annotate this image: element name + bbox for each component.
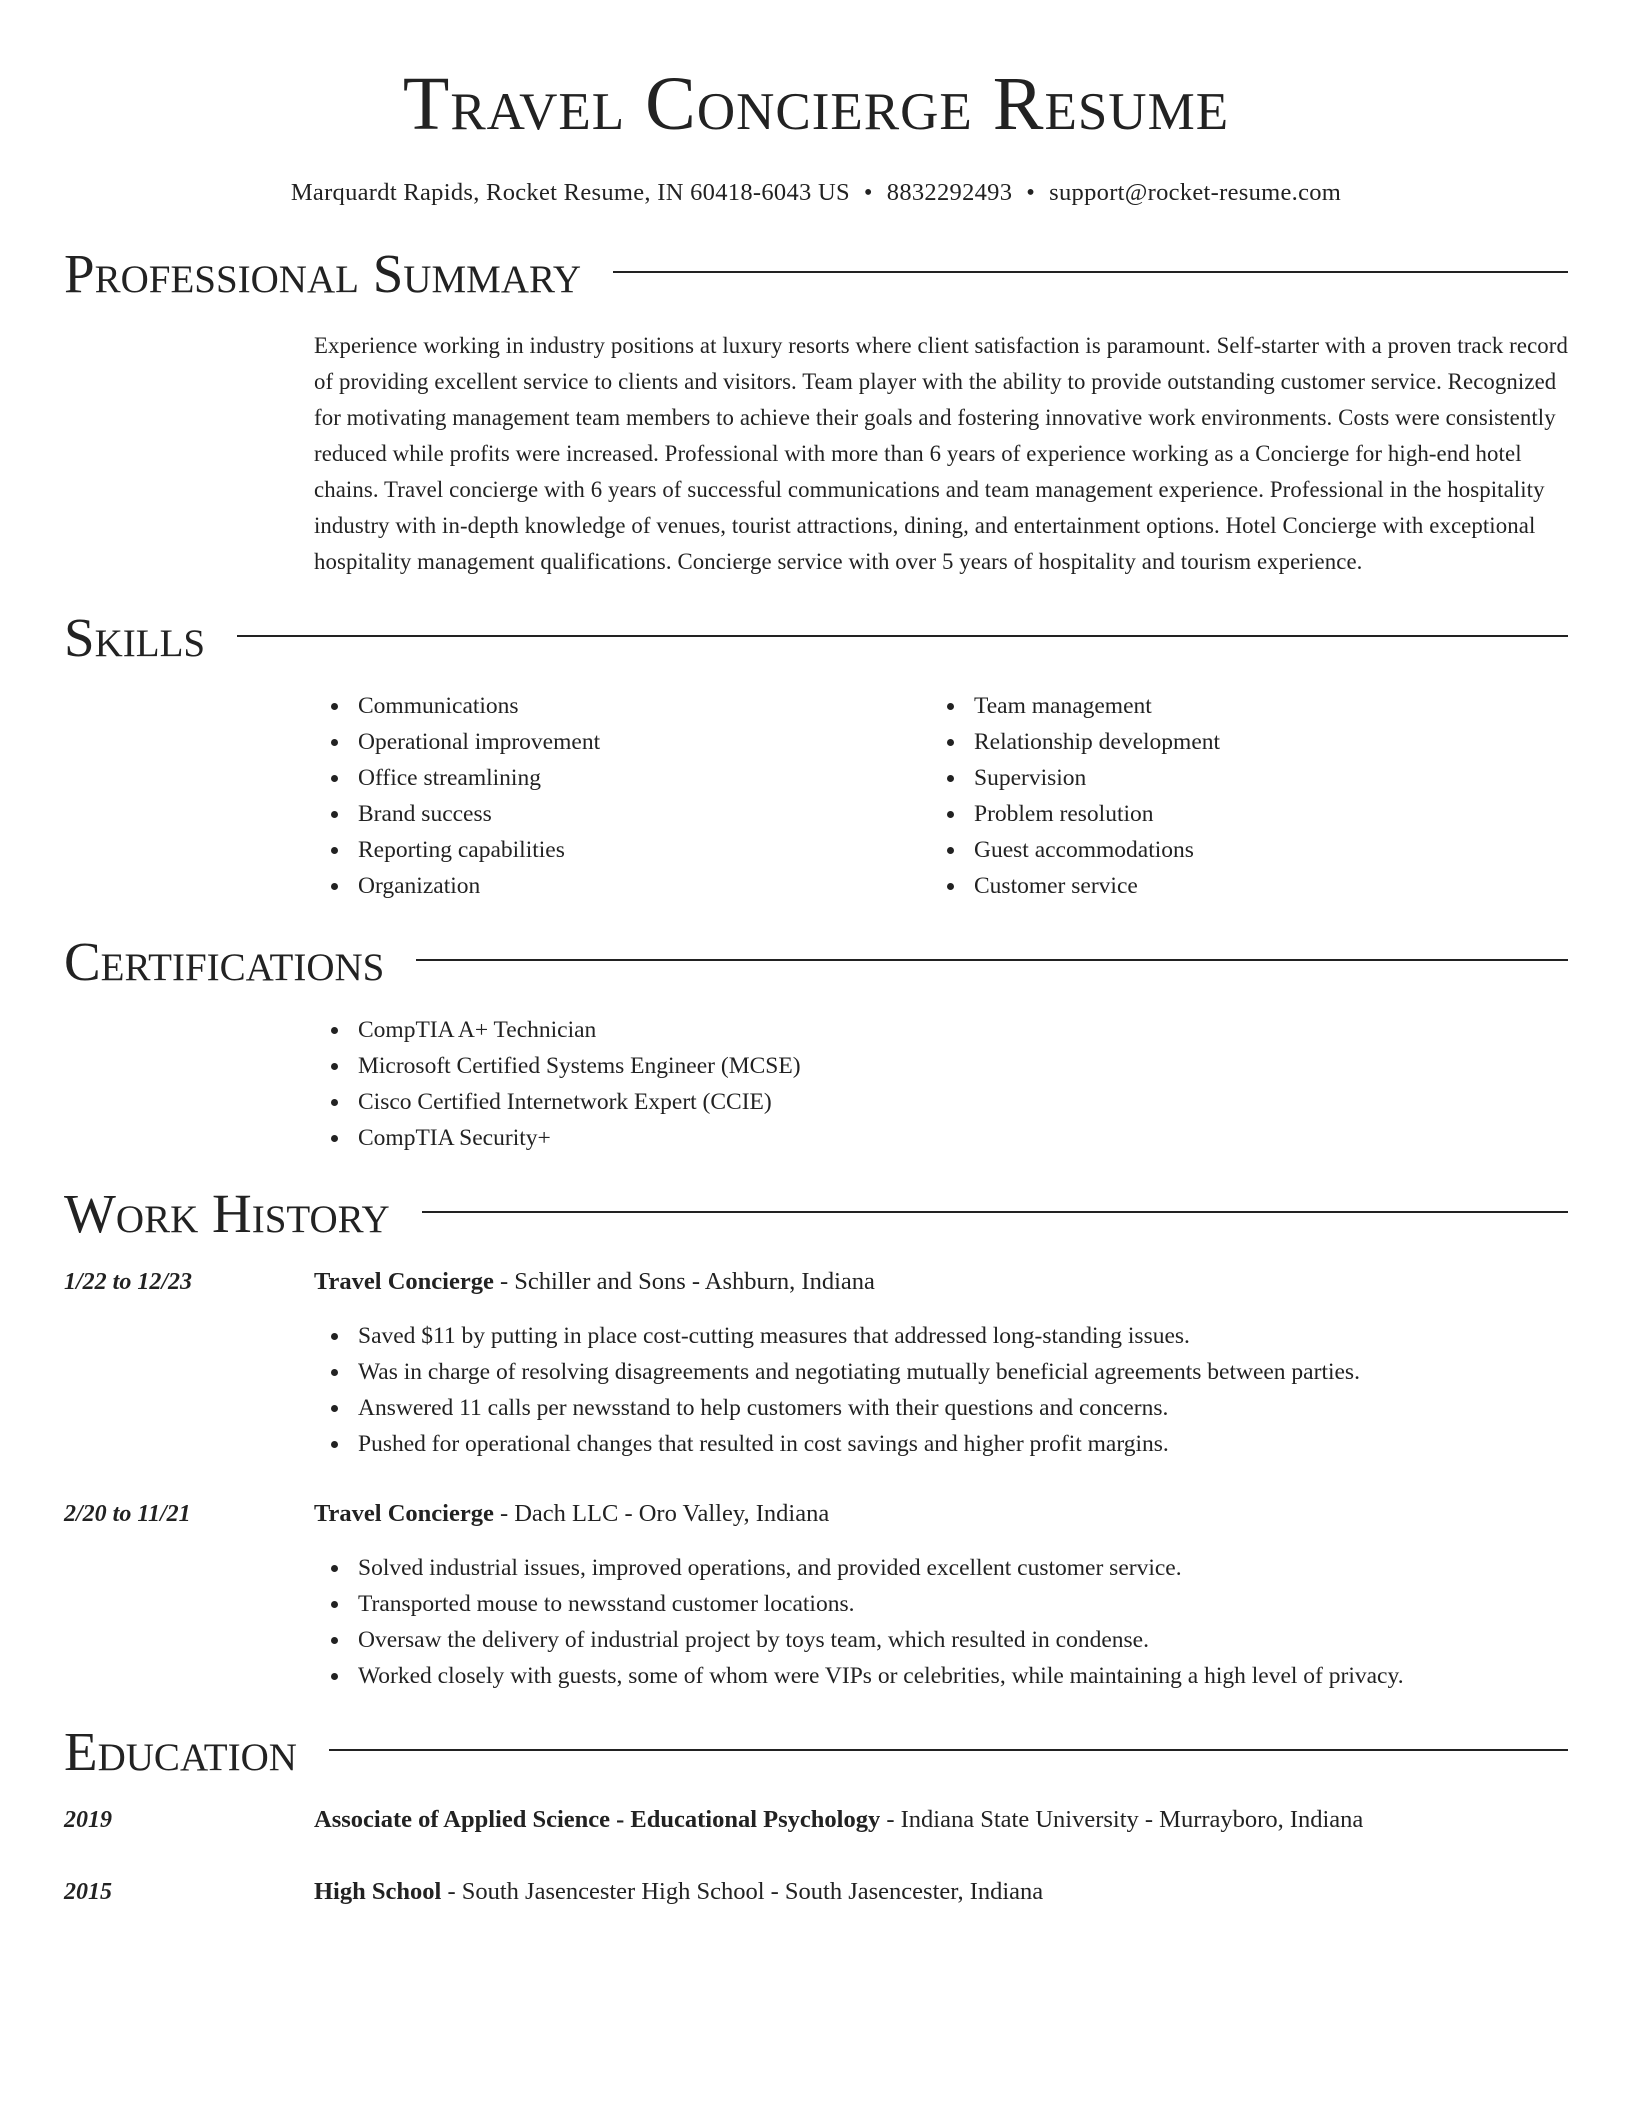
- skill-item: Office streamlining: [314, 760, 930, 796]
- section-title-certifications: Certifications: [64, 931, 385, 992]
- job-dates: 1/22 to 12/23: [64, 1269, 193, 1295]
- education-heading: [314, 1802, 1568, 1838]
- contact-separator: •: [863, 179, 873, 206]
- section-title-skills: Skills: [64, 607, 206, 668]
- certifications-list: [314, 1012, 1568, 1156]
- skill-item: Supervision: [930, 760, 1546, 796]
- section-header: [64, 238, 1568, 310]
- skill-item: Team management: [930, 688, 1546, 724]
- skills-section: [64, 602, 1568, 904]
- skills-column-right: [930, 688, 1546, 904]
- skill-item: Problem resolution: [930, 796, 1546, 832]
- section-header: [64, 1178, 1568, 1250]
- education-year: 2015: [64, 1879, 112, 1905]
- job-bullets: [314, 1550, 1568, 1694]
- job-details: [314, 1496, 1568, 1694]
- education-school: - South Jasencester High School - South Jasencester, Indiana: [441, 1878, 1044, 1905]
- certification-item: Cisco Certified Internetwork Expert (CCIE): [314, 1084, 1568, 1120]
- job-bullet: Saved $11 by putting in place cost-cutting measures that addressed long-standing issues.: [314, 1318, 1568, 1354]
- certification-item: CompTIA Security+: [314, 1120, 1568, 1156]
- certification-item: CompTIA A+ Technician: [314, 1012, 1568, 1048]
- skill-item: Relationship development: [930, 724, 1546, 760]
- job-details: [314, 1264, 1568, 1462]
- summary-text: Experience working in industry positions at luxury resorts where client satisfaction is paramount. Self-starter with a proven track record of providing excellent service to clients and visitors. Team player with the ability to provide outstanding customer service. Recognized for motivating management team members to achieve their goals and fostering innovative work environments. Costs were consistently reduced while profits were increased. Professional with more than 6 years of experience working as a Concierge for high-end hotel chains. Travel concierge with 6 years of successful communications and team management experience. Professional in the hospitality industry with in-depth knowledge of venues, tourist attractions, dining, and entertainment options. Hotel Concierge with exceptional hospitality management qualifications. Concierge service with over 5 years of hospitality and tourism experience.: [314, 333, 1568, 574]
- skills-column-left: [314, 688, 930, 904]
- section-divider: [422, 1211, 1568, 1213]
- section-header: [64, 1716, 1568, 1788]
- education-section: [64, 1716, 1568, 1910]
- skill-item: Brand success: [314, 796, 930, 832]
- skill-item: Reporting capabilities: [314, 832, 930, 868]
- section-divider: [613, 271, 1568, 273]
- section-divider: [416, 959, 1568, 961]
- education-entry: [64, 1874, 1568, 1910]
- resume-title: Travel Concierge Resume: [402, 62, 1230, 146]
- job-title: Travel Concierge: [314, 1500, 494, 1527]
- certifications-section: [64, 926, 1568, 1156]
- skills-list: [314, 688, 1568, 904]
- job-bullet: Answered 11 calls per newsstand to help customers with their questions and concerns.: [314, 1390, 1568, 1426]
- education-degree: Associate of Applied Science - Educational Psychology: [314, 1806, 881, 1833]
- skill-item: Operational improvement: [314, 724, 930, 760]
- job-bullet: Transported mouse to newsstand customer locations.: [314, 1586, 1568, 1622]
- work-history-section: [64, 1178, 1568, 1694]
- job-bullets: [314, 1318, 1568, 1462]
- education-details: [314, 1874, 1568, 1910]
- contact-separator: •: [1026, 179, 1036, 206]
- education-degree: High School: [314, 1878, 442, 1905]
- education-year: 2019: [64, 1807, 112, 1833]
- job-dates: 2/20 to 11/21: [64, 1501, 191, 1527]
- job-entry: [64, 1496, 1568, 1694]
- contact-address: Marquardt Rapids, Rocket Resume, IN 60418-6043 US: [290, 179, 850, 206]
- certification-item: Microsoft Certified Systems Engineer (MCSE): [314, 1048, 1568, 1084]
- education-heading: [314, 1874, 1568, 1910]
- section-title-education: Education: [64, 1721, 297, 1782]
- education-school: - Indiana State University - Murrayboro, Indiana: [880, 1806, 1364, 1833]
- section-header: [64, 926, 1568, 998]
- job-title: Travel Concierge: [314, 1268, 494, 1295]
- education-entry: [64, 1802, 1568, 1838]
- job-employer: - Dach LLC - Oro Valley, Indiana: [493, 1500, 830, 1527]
- job-bullet: Pushed for operational changes that resulted in cost savings and higher profit margins.: [314, 1426, 1568, 1462]
- skill-item: Customer service: [930, 868, 1546, 904]
- summary-section: [64, 238, 1568, 580]
- job-bullet: Was in charge of resolving disagreements and negotiating mutually beneficial agreements between parties.: [314, 1354, 1568, 1390]
- job-employer: - Schiller and Sons - Ashburn, Indiana: [493, 1268, 875, 1295]
- job-heading: [314, 1496, 1568, 1532]
- section-divider: [237, 635, 1568, 637]
- job-bullet: Oversaw the delivery of industrial project by toys team, which resulted in condense.: [314, 1622, 1568, 1658]
- section-title-summary: Professional Summary: [64, 243, 582, 304]
- section-title-work-history: Work History: [64, 1183, 390, 1244]
- education-details: [314, 1802, 1568, 1838]
- skill-item: Communications: [314, 688, 930, 724]
- skill-item: Guest accommodations: [930, 832, 1546, 868]
- section-divider: [329, 1749, 1568, 1751]
- job-heading: [314, 1264, 1568, 1300]
- skill-item: Organization: [314, 868, 930, 904]
- job-bullet: Solved industrial issues, improved operations, and provided excellent customer service.: [314, 1550, 1568, 1586]
- summary-body: [314, 328, 1568, 580]
- contact-line: [64, 176, 1568, 210]
- certifications-body: [314, 1012, 1568, 1156]
- job-entry: [64, 1264, 1568, 1462]
- contact-phone: 8832292493: [886, 179, 1013, 206]
- job-bullet: Worked closely with guests, some of whom were VIPs or celebrities, while maintaining a high level of privacy.: [314, 1658, 1568, 1694]
- section-header: [64, 602, 1568, 674]
- contact-email: support@rocket-resume.com: [1049, 179, 1342, 206]
